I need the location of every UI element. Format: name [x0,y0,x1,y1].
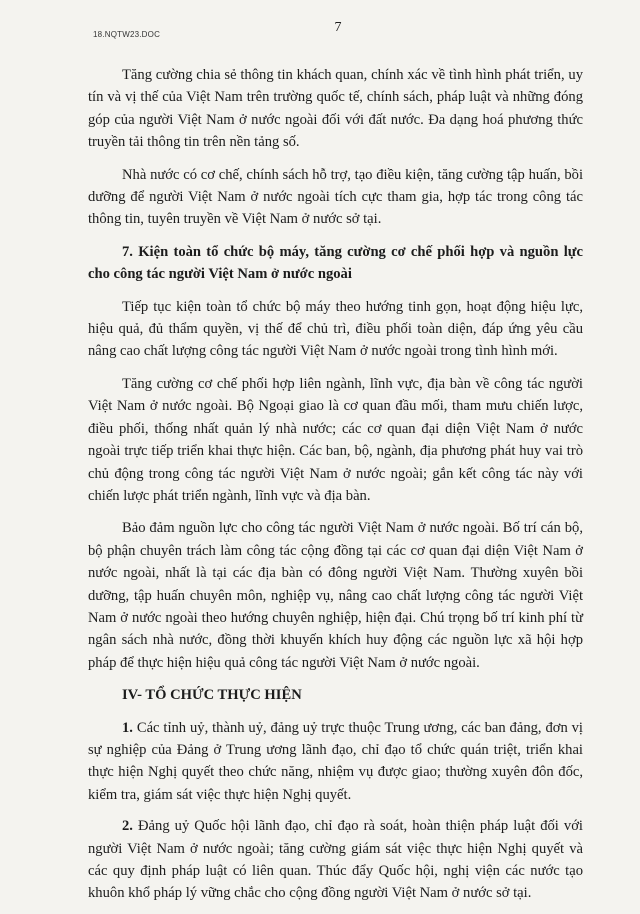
implementation-item-1 [88,717,583,807]
implementation-item-2 [88,815,583,905]
paragraph-info-sharing: Tăng cường chia sẻ thông tin khách quan, chính xác về tình hình phát triển, uy tín và vị thế của Việt Nam trên trường quốc tế, chính sách, pháp luật và những đóng góp của người Việt Nam ở nước ngoài đối với đất nước. Đa dạng hoá phương thức truyền tải thông tin trên nền tảng số. [88,67,583,151]
document-code: 18.NQTW23.DOC [93,30,161,39]
paragraph-state-support: Nhà nước có cơ chế, chính sách hỗ trợ, tạo điều kiện, tăng cường tập huấn, bồi dưỡng để người Việt Nam ở nước ngoài tích cực tham gia, hợp tác trong công tác thông tin, tuyên truyền về Việt Nam ở nước sở tại. [88,166,583,228]
paragraph-organization: Tiếp tục kiện toàn tổ chức bộ máy theo hướng tinh gọn, hoạt động hiệu lực, hiệu quả, đủ thẩm quyền, vị thế để chủ trì, điều phối toàn diện, đáp ứng yêu cầu nâng cao chất lượng công tác người Việt Nam ở nước ngoài trong tình hình mới. [88,298,583,360]
item-number: 1. [122,719,133,736]
heading-section-iv: IV- TỔ CHỨC THỰC HIỆN [122,687,302,704]
item-text: Đảng uỷ Quốc hội lãnh đạo, chỉ đạo rà soát, hoàn thiện pháp luật đối với người Việt Nam ở nước ngoài; tăng cường giám sát việc thực hiện Nghị quyết và các quy định pháp luật có liên quan. Thúc đẩy Quốc hội, nghị viện các nước tạo khuôn khổ pháp lý vững chắc cho cộng đồng người Việt Nam ở nước sở tại. [88,818,583,902]
heading-section-7: 7. Kiện toàn tổ chức bộ máy, tăng cường cơ chế phối hợp và nguồn lực cho công tác người Việt Nam ở nước ngoài [88,243,583,283]
paragraph-resources: Bảo đảm nguồn lực cho công tác người Việt Nam ở nước ngoài. Bố trí cán bộ, bộ phận chuyên trách làm công tác cộng đồng tại các cơ quan đại diện Việt Nam ở nước ngoài, nhất là tại các địa bàn có đông người Việt Nam. Thường xuyên bồi dưỡng, tập huấn chuyên môn, nghiệp vụ, nâng cao chất lượng công tác người Việt Nam ở nước ngoài theo hướng chuyên nghiệp, hiện đại. Chú trọng bố trí kinh phí từ ngân sách nhà nước, đồng thời khuyến khích huy động các nguồn lực xã hội hợp pháp để thực hiện hiệu quả công tác người Việt Nam ở nước ngoài. [88,520,583,671]
paragraph-coordination: Tăng cường cơ chế phối hợp liên ngành, lĩnh vực, địa bàn về công tác người Việt Nam ở nước ngoài. Bộ Ngoại giao là cơ quan đầu mối, tham mưu chiến lược, điều phối, thống nhất quản lý nhà nước; các cơ quan đại diện Việt Nam ở nước ngoài trực tiếp triển khai thực hiện. Các ban, bộ, ngành, địa phương phát huy vai trò chủ động trong công tác người Việt Nam ở nước ngoài; gắn kết công tác này với chiến lược phát triển ngành, lĩnh vực và địa bàn. [88,375,583,504]
item-number: 2. [122,818,133,835]
item-text: Các tỉnh uỷ, thành uỷ, đảng uỷ trực thuộc Trung ương, các ban đảng, đơn vị sự nghiệp của Đảng ở Trung ương lãnh đạo, chỉ đạo tổ chức quán triệt, triển khai thực hiện Nghị quyết theo chức năng, nhiệm vụ được giao; thường xuyên đôn đốc, kiểm tra, giám sát việc thực hiện Nghị quyết. [88,719,583,803]
page-number: 7 [334,20,342,35]
document-body [88,64,583,914]
